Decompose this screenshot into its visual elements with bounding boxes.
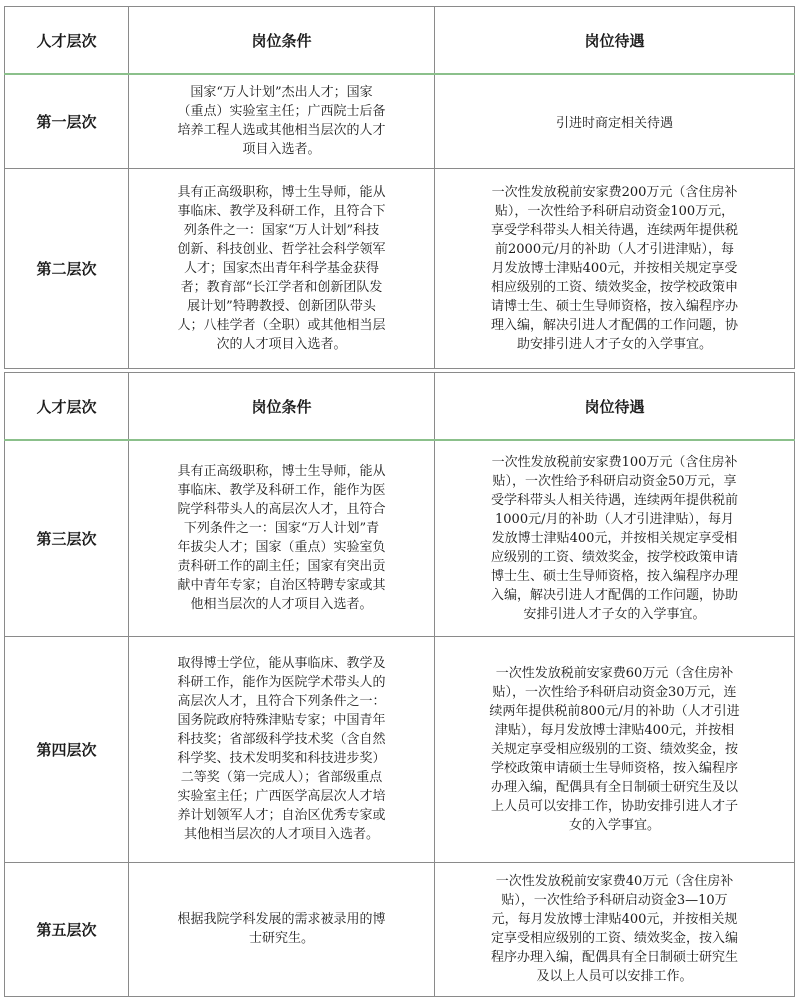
text-line: 者；教育部“长江学者和创新团队发 [180,279,383,295]
text-line: 国务院政府特殊津贴专家；中国青年 [177,713,386,728]
text-line: 安排引进人才子女的入学事宜。 [523,606,706,622]
header-level: 人才层次 [5,7,129,75]
text-line: 1000元/月的补助（人才引进津贴），每月 [495,511,734,527]
text-line: 展计划”特聘教授、创新团队带头 [187,298,376,314]
conditions-cell [129,168,435,368]
text-line: 责科研工作的副主任；国家有突出贡 [177,559,386,575]
text-line: 程序办理入编，配偶具有全日制硕士研究生 [490,950,738,965]
text-line: 院学科带头人的高层次人才，且符合 [177,502,386,518]
conditions-cell [129,440,435,636]
text-line: 及以上人员可以安排工作。 [536,969,693,984]
text-line: 请博士生、硕士生导师资格，按入编程序办 [490,298,738,314]
text-line: 二等奖（第一完成人）；省部级重点 [180,770,383,785]
text-line: 发放博士津贴400元，并按相关规定享受相 [491,530,738,546]
text-line: 养计划领军人才；自治区优秀专家或 [177,808,386,823]
text-line: 关规定享受相应级别的工资、绩效奖金，按 [490,741,738,757]
text-line: 献中青年专家；自治区特聘专家或其 [177,578,386,594]
text-line: 津贴），每月发放博士津贴400元，并按相 [494,722,735,738]
text-line: 人；八桂学者（全职）或其他相当层 [177,317,386,333]
text-line: 理入编，解决引进人才配偶的工作问题，协 [490,317,738,333]
table-row [5,862,795,996]
header-benefits: 岗位待遇 [435,7,795,75]
text-line: 月发放博士津贴400元，并按相关规定享受 [491,260,738,276]
text-line: 项目入选者。 [242,142,321,158]
table-row [5,168,795,368]
text-line: 前2000元/月的补助（人才引进津贴），每 [495,241,734,257]
level-cell: 第一层次 [5,74,129,168]
text-line: 续两年提供税前800元/月的补助（人才引进 [489,703,740,719]
level-cell: 第三层次 [5,440,129,636]
text-line: 办理入编，配偶具有全日制硕士研究生及以 [490,779,738,795]
text-line: 引进时商定相关待遇 [555,115,673,131]
text-line: 享受学科带头人相关待遇，连续两年提供税 [490,222,738,238]
benefits-cell [435,74,795,168]
header-row [5,373,795,441]
text-line: 女的入学事宜。 [568,817,660,833]
text-line: 科技奖；省部级科学技术奖（含自然 [177,732,386,747]
text-line: 科学奖、技术发明奖和科技进步奖） [177,751,386,766]
text-line: 年拔尖人才；国家（重点）实验室负 [177,540,386,556]
header-level: 人才层次 [5,373,129,441]
text-line: 一次性发放税前安家费200万元（含住房补 [491,184,738,200]
benefits-cell [435,862,795,996]
text-line: 科研工作，能作为医院学术带头人的 [177,675,386,690]
text-line: （重点）实验室主任；广西院士后备 [177,104,386,120]
text-line: 列条件之一：国家“万人计划”科技 [183,222,380,238]
text-line: 助安排引进人才子女的入学事宜。 [516,336,712,352]
text-line: 下列条件之一：国家“万人计划”青 [183,521,380,537]
text-line: 事临床、教学及科研工作，且符合下 [177,203,386,219]
text-line: 相应级别的工资、绩效奖金，按学校政策申 [490,279,738,295]
text-line: 士研究生。 [248,931,314,946]
header-benefits: 岗位待遇 [435,373,795,441]
text-line: 博士生、硕士生导师资格，按入编程序办理 [490,568,738,584]
text-line: 培养工程人选或其他相当层次的人才 [177,123,386,139]
header-conditions: 岗位条件 [129,373,435,441]
level-cell: 第二层次 [5,168,129,368]
text-line: 一次性发放税前安家费60万元（含住房补 [495,665,734,681]
text-line: 他相当层次的人才项目入选者。 [190,597,373,613]
text-line: 入编，解决引进人才配偶的工作问题，协助 [490,587,738,603]
text-line: 具有正高级职称，博士生导师，能从 [177,184,386,200]
header-conditions: 岗位条件 [129,7,435,75]
header-row [5,7,795,75]
text-line: 学校政策申请硕士生导师资格，按入编程序 [490,760,738,776]
text-line: 贴），一次性给予科研启动资金30万元，连 [492,684,737,700]
text-line: 一次性发放税前安家费100万元（含住房补 [491,454,738,470]
text-line: 事临床、教学及科研工作，能作为医 [177,483,386,499]
talent-table-2 [4,372,795,997]
text-line: 实验室主任；广西医学高层次人才培 [177,789,386,804]
text-line: 贴），一次性给予科研启动资金100万元， [494,203,735,219]
table-row [5,74,795,168]
text-line: 上人员可以安排工作，协助安排引进人才子 [490,798,738,814]
text-line: 一次性发放税前安家费40万元（含住房补 [495,874,734,889]
text-line: 人才；国家杰出青年科学基金获得 [183,260,379,276]
talent-table-1 [4,6,795,369]
conditions-cell [129,74,435,168]
text-line: 元，每月发放博士津贴400元，并按相关规 [491,912,738,927]
text-line: 定享受相应级别的工资、绩效奖金，按入编 [490,931,738,946]
conditions-cell [129,862,435,996]
text-line: 贴），一次性给予科研启动资金50万元，享 [492,473,737,489]
benefits-cell [435,636,795,862]
text-line: 贴），一次性给予科研启动资金3—10万 [501,893,728,908]
text-line: 具有正高级职称，博士生导师，能从 [177,464,386,480]
text-line: 次的人才项目入选者。 [216,336,347,352]
text-line: 其他相当层次的人才项目入选者。 [183,827,379,842]
table-row [5,636,795,862]
benefits-cell [435,168,795,368]
text-line: 国家“万人计划”杰出人才；国家 [190,85,373,101]
text-line: 创新、科技创业、哲学社会科学领军 [177,241,386,257]
text-line: 取得博士学位，能从事临床、教学及 [177,656,386,671]
level-cell: 第五层次 [5,862,129,996]
table-row [5,440,795,636]
text-line: 根据我院学科发展的需求被录用的博 [177,912,386,927]
level-cell: 第四层次 [5,636,129,862]
text-line: 应级别的工资、绩效奖金，按学校政策申请 [490,549,738,565]
conditions-cell [129,636,435,862]
benefits-cell [435,440,795,636]
text-line: 受学科带头人相关待遇，连续两年提供税前 [490,492,738,508]
text-line: 高层次人才，且符合下列条件之一： [177,694,386,709]
